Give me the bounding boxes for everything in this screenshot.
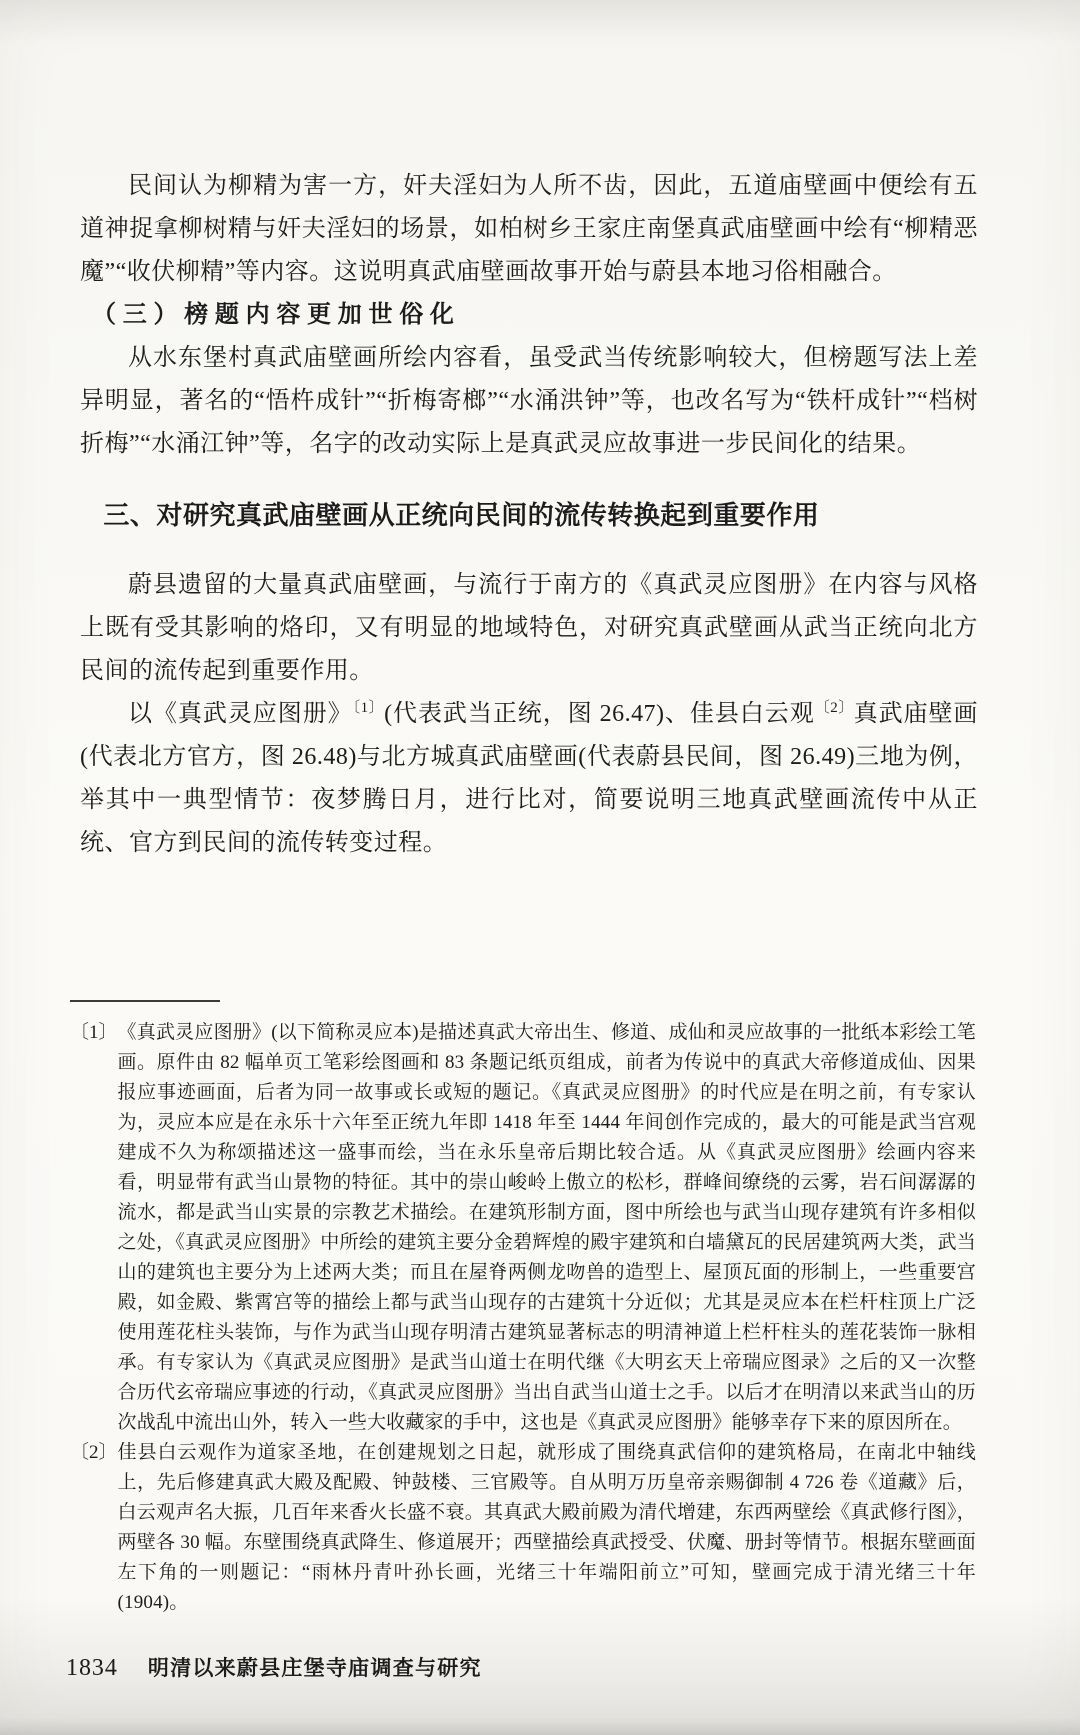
footnote-1-marker: 〔1〕: [70, 1022, 118, 1043]
text-segment: 真武庙壁画(代表北方官方，图 26.48)与北方城真武庙壁画(代表蔚县民间，图 26.49)三地为例，举其中一典型情节：夜梦腾日月，进行比对，简要说明三地真武壁画流传中从正统、官方到民间的流传转变过程。: [80, 701, 978, 856]
body-text-block: [0, 0, 1080, 865]
text-segment: (代表武当正统，图 26.47)、佳县白云观: [384, 701, 815, 727]
footnote-ref-1: 〔1〕: [352, 700, 385, 716]
section-heading-three: 三、对研究真武庙壁画从正统向民间的流传转换起到重要作用: [103, 500, 820, 530]
page-footer: [66, 1652, 482, 1682]
footnote-2-text: 佳县白云观作为道家圣地，在创建规划之日起，就形成了围绕真武信仰的建筑格局，在南北中轴线上，先后修建真武大殿及配殿、钟鼓楼、三官殿等。自从明万历皇帝亲赐御制 4 726 卷《道藏》后，白云观声名大振，几百年来香火长盛不衰。其真武大殿前殿为清代增建，东西两壁绘《真武修行图》，两壁各 30 幅。东壁围绕真武降生、修道展开；西壁描绘真武授受、伏魔、册封等情节。根据东壁画面左下角的一则题记：“雨林丹青叶孙长画，光绪三十年端阳前立”可知，壁画完成于清光绪三十年(1904)。: [117, 1442, 976, 1613]
page-number: 1834: [66, 1655, 118, 1681]
footnote-2: [70, 1438, 976, 1618]
paragraph-yuxian-murals: 蔚县遗留的大量真武庙壁画，与流行于南方的《真武灵应图册》在内容与风格上既有受其影响的烙印，又有明显的地域特色，对研究真武壁画从武当正统向北方民间的流传起到重要作用。: [80, 572, 978, 684]
text-segment: 以《真武灵应图册》: [128, 701, 353, 727]
subsection-heading-bangti: （三）榜题内容更加世俗化: [92, 302, 461, 328]
footnote-1-text: 《真武灵应图册》(以下简称灵应本)是描述真武大帝出生、修道、成仙和灵应故事的一批纸本彩绘工笔画。原件由 82 幅单页工笔彩绘图画和 83 条题记纸页组成，前者为传说中的真武大帝修道成仙、因果报应事迹画面，后者为同一故事或长或短的题记。《真武灵应图册》的时代应是在明之前，有专家认为，灵应本应是在永乐十六年至正统九年即 1418 年至 1444 年间创作完成的，最大的可能是武当宫观建成不久为称颂描述这一盛事而绘，当在永乐皇帝后期比较合适。从《真武灵应图册》绘画内容来看，明显带有武当山景物的特征。其中的崇山峻岭上傲立的松杉，群峰间缭绕的云雾，岩石间潺潺的流水，都是武当山实景的宗教艺术描绘。在建筑形制方面，图中所绘也与武当山现存建筑有许多相似之处，《真武灵应图册》中所绘的建筑主要分金碧辉煌的殿宇建筑和白墙黛瓦的民居建筑两大类，武当山的建筑也主要分为上述两大类；而且在屋脊两侧龙吻兽的造型上、屋顶瓦面的形制上，一些重要宫殿，如金殿、紫霄宫等的描绘上都与武当山现存的古建筑十分近似；尤其是灵应本在栏杆柱顶上广泛使用莲花柱头装饰，与作为武当山现存明清古建筑显著标志的明清神道上栏杆柱头的莲花装饰一脉相承。有专家认为《真武灵应图册》是武当山道士在明代继《大明玄天上帝瑞应图录》之后的又一次整合历代玄帝瑞应事迹的行动，《真武灵应图册》当出自武当山道士之手。以后才在明清以来武当山的历次战乱中流出山外，转入一些大收藏家的手中，这也是《真武灵应图册》能够幸存下来的原因所在。: [117, 1022, 976, 1433]
paragraph-liujing-folk: 民间认为柳精为害一方，奸夫淫妇为人所不齿，因此，五道庙壁画中便绘有五道神捉拿柳树精与奸夫淫妇的场景，如柏树乡王家庄南堡真武庙壁画中绘有“柳精恶魔”“收伏柳精”等内容。这说明真武庙壁画故事开始与蔚县本地习俗相融合。: [80, 173, 978, 285]
paragraph-bangti-changes: 从水东堡村真武庙壁画所绘内容看，虽受武当传统影响较大，但榜题写法上差异明显，著名的“悟杵成针”“折梅寄榔”“水涌洪钟”等，也改名写为“铁杆成针”“档树折梅”“水涌江钟”等，名字的改动实际上是真武灵应故事进一步民间化的结果。: [80, 345, 978, 457]
footnote-1: [70, 1018, 976, 1438]
footnote-area: [70, 1000, 976, 1618]
footnote-separator-rule: [70, 1000, 220, 1002]
paragraph-three-site-comparison: [80, 693, 978, 865]
book-title: 明清以来蔚县庄堡寺庙调查与研究: [147, 1656, 482, 1680]
footnote-2-marker: 〔2〕: [70, 1442, 118, 1463]
footnote-ref-2: 〔2〕: [814, 700, 854, 716]
